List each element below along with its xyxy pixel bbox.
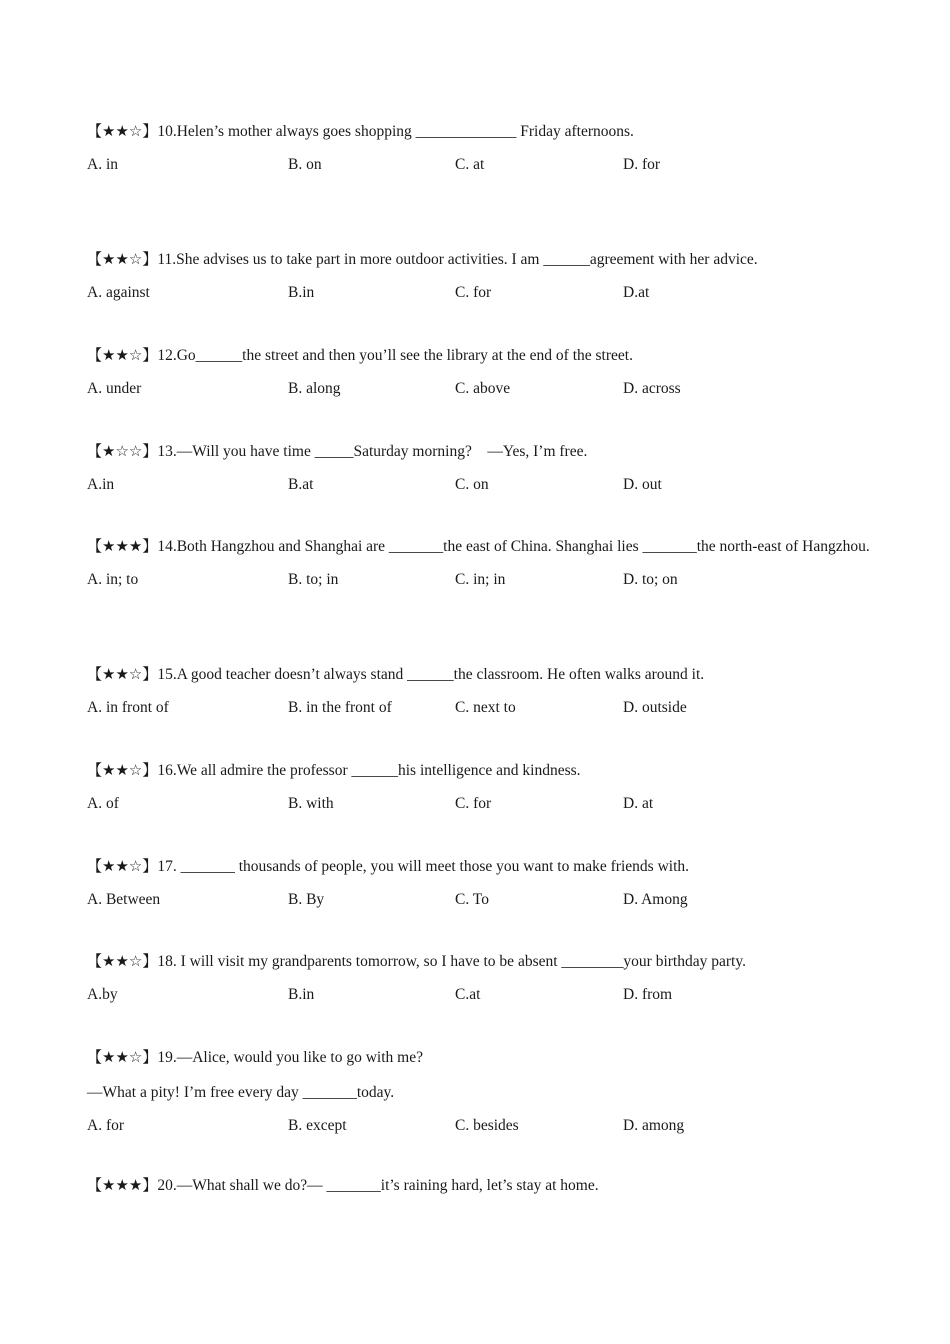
- question-stem: [87, 849, 887, 884]
- question-19: [87, 1040, 887, 1142]
- question-17: [87, 849, 887, 916]
- option-c[interactable]: C. on: [455, 476, 489, 493]
- option-a[interactable]: A. against: [87, 284, 150, 301]
- difficulty-rating: 【★★☆】: [87, 761, 158, 779]
- question-14: [87, 529, 887, 596]
- option-d[interactable]: D. from: [623, 986, 673, 1003]
- question-18: [87, 944, 887, 1011]
- option-c[interactable]: C. for: [455, 284, 492, 301]
- difficulty-rating: 【★★☆】: [87, 122, 158, 140]
- option-d[interactable]: D. among: [623, 1117, 685, 1134]
- question-stem: [87, 114, 887, 149]
- option-a[interactable]: A. in: [87, 156, 118, 173]
- question-text: 20.—What shall we do?— _______it’s raining hard, let’s stay at home.: [157, 1177, 599, 1194]
- options-row: [87, 149, 887, 181]
- option-c[interactable]: C. above: [455, 380, 511, 397]
- question-stem: [87, 1168, 887, 1203]
- option-c[interactable]: C. for: [455, 795, 492, 812]
- option-d[interactable]: D. across: [623, 380, 681, 397]
- difficulty-rating: 【★★★】: [87, 1176, 158, 1194]
- option-c[interactable]: C. next to: [455, 699, 516, 716]
- option-a[interactable]: A.by: [87, 986, 118, 1003]
- difficulty-rating: 【★☆☆】: [87, 442, 158, 460]
- option-a[interactable]: A. under: [87, 380, 142, 397]
- options-row: [87, 979, 887, 1011]
- options-row: [87, 469, 887, 501]
- difficulty-rating: 【★★☆】: [87, 250, 158, 268]
- question-text: 12.Go______the street and then you’ll see the library at the end of the street.: [157, 347, 633, 364]
- options-row: [87, 788, 887, 820]
- difficulty-rating: 【★★☆】: [87, 1048, 158, 1066]
- option-a[interactable]: A. in; to: [87, 571, 139, 588]
- question-13: [87, 434, 887, 501]
- option-d[interactable]: D. for: [623, 156, 661, 173]
- option-b[interactable]: B. with: [288, 795, 334, 812]
- option-d[interactable]: D. out: [623, 476, 662, 493]
- option-d[interactable]: D. outside: [623, 699, 687, 716]
- options-row: [87, 373, 887, 405]
- question-text: 17. _______ thousands of people, you will meet those you want to make friends with.: [157, 858, 689, 875]
- options-row: [87, 277, 887, 309]
- options-row: [87, 884, 887, 916]
- question-11: [87, 242, 887, 309]
- question-text: 19.—Alice, would you like to go with me?: [157, 1049, 423, 1066]
- question-10: [87, 114, 887, 181]
- question-stem: [87, 1040, 887, 1075]
- question-stem: [87, 753, 887, 788]
- option-b[interactable]: B. to; in: [288, 571, 339, 588]
- question-text: 18. I will visit my grandparents tomorrow, so I have to be absent ________your birthday party.: [157, 953, 746, 970]
- option-c[interactable]: C. To: [455, 891, 489, 908]
- difficulty-rating: 【★★☆】: [87, 665, 158, 683]
- question-16: [87, 753, 887, 820]
- question-stem: [87, 434, 887, 469]
- question-stem: [87, 242, 887, 277]
- option-d[interactable]: D. at: [623, 795, 654, 812]
- difficulty-rating: 【★★☆】: [87, 952, 158, 970]
- options-row: [87, 564, 887, 596]
- question-text: 14.Both Hangzhou and Shanghai are _______the east of China. Shanghai lies _______the north-east of Hangzhou.: [157, 538, 870, 555]
- option-b[interactable]: B. on: [288, 156, 322, 173]
- question-stem: [87, 657, 887, 692]
- option-b[interactable]: B.in: [288, 986, 315, 1003]
- difficulty-rating: 【★★★】: [87, 537, 158, 555]
- option-b[interactable]: B. except: [288, 1117, 347, 1134]
- option-a[interactable]: A.in: [87, 476, 115, 493]
- question-stem: [87, 944, 887, 979]
- option-c[interactable]: C. besides: [455, 1117, 519, 1134]
- question-text: 15.A good teacher doesn’t always stand ______the classroom. He often walks around it.: [157, 666, 705, 683]
- question-stem: [87, 338, 887, 373]
- question-text: 11.She advises us to take part in more outdoor activities. I am ______agreement with her advice.: [157, 251, 758, 268]
- option-a[interactable]: A. of: [87, 795, 119, 812]
- question-text: 16.We all admire the professor ______his intelligence and kindness.: [157, 762, 581, 779]
- option-b[interactable]: B.at: [288, 476, 314, 493]
- question-15: [87, 657, 887, 724]
- question-text: 10.Helen’s mother always goes shopping _____________ Friday afternoons.: [157, 123, 634, 140]
- option-c[interactable]: C. in; in: [455, 571, 506, 588]
- option-b[interactable]: B. along: [288, 380, 341, 397]
- options-row: [87, 692, 887, 724]
- difficulty-rating: 【★★☆】: [87, 857, 158, 875]
- options-row: [87, 1110, 887, 1142]
- option-b[interactable]: B. By: [288, 891, 325, 908]
- option-c[interactable]: C.at: [455, 986, 481, 1003]
- option-b[interactable]: B.in: [288, 284, 315, 301]
- question-12: [87, 338, 887, 405]
- option-d[interactable]: D. to; on: [623, 571, 678, 588]
- option-c[interactable]: C. at: [455, 156, 485, 173]
- question-text: 13.—Will you have time _____Saturday morning? —Yes, I’m free.: [157, 443, 588, 460]
- option-a[interactable]: A. for: [87, 1117, 125, 1134]
- question-stem-line-2: —What a pity! I’m free every day _______today.: [87, 1084, 395, 1101]
- option-d[interactable]: D. Among: [623, 891, 688, 908]
- option-b[interactable]: B. in the front of: [288, 699, 392, 716]
- option-d[interactable]: D.at: [623, 284, 650, 301]
- option-a[interactable]: A. in front of: [87, 699, 169, 716]
- question-20: [87, 1168, 887, 1203]
- question-stem: [87, 529, 887, 564]
- difficulty-rating: 【★★☆】: [87, 346, 158, 364]
- option-a[interactable]: A. Between: [87, 891, 161, 908]
